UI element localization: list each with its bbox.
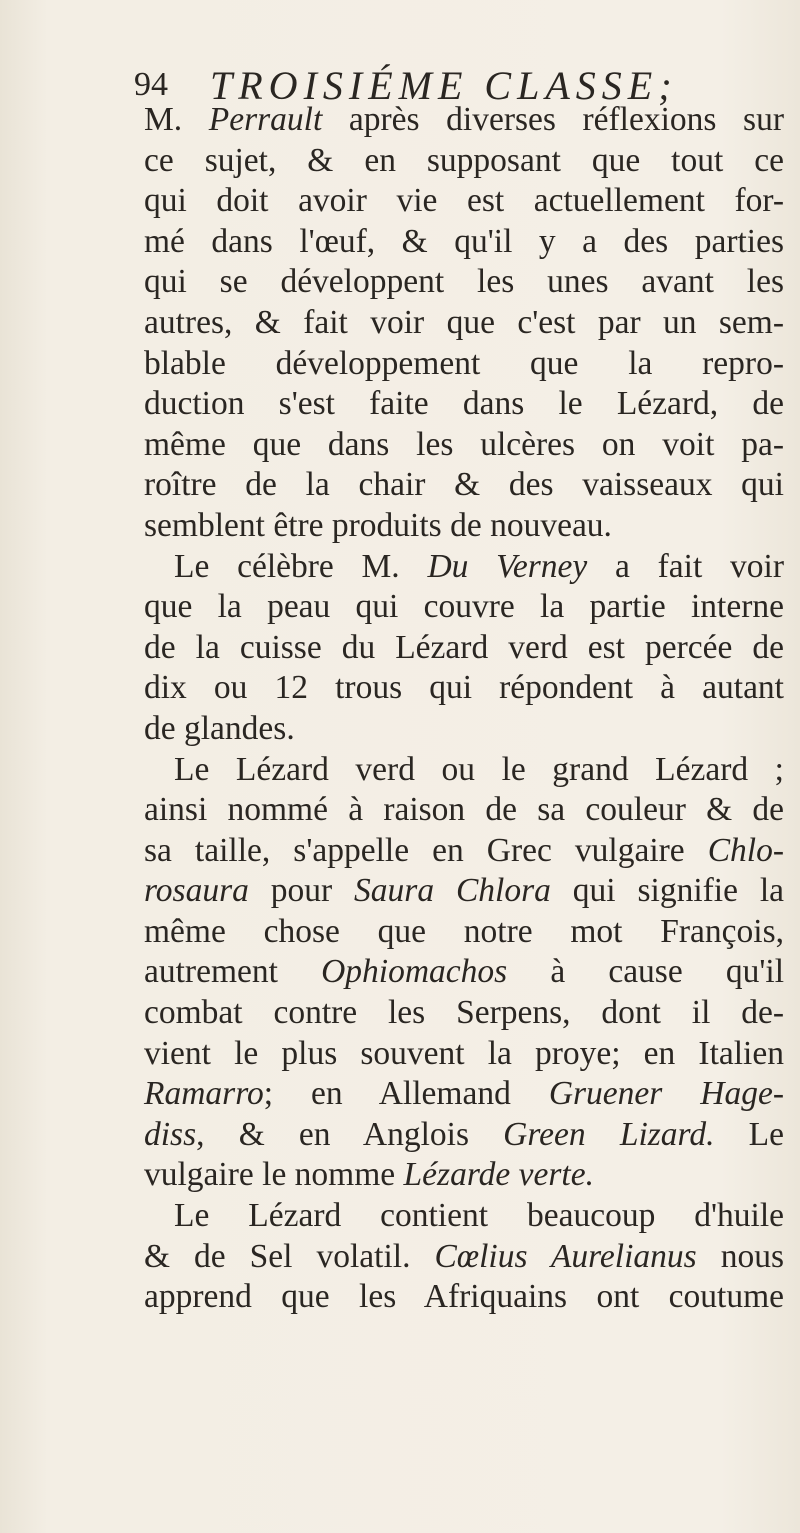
text-segment: même que dans les ulcères on voit pa- <box>144 425 784 463</box>
text-line <box>144 709 784 750</box>
text-segment: combat contre les Serpens, dont il de- <box>144 994 784 1032</box>
text-line <box>144 668 784 709</box>
text-line <box>144 831 784 872</box>
text-segment: Le <box>714 1115 784 1153</box>
text-segment: après diverses réflexions sur <box>322 101 784 138</box>
text-segment: autres, & fait voir que c'est par un sem- <box>144 303 784 341</box>
text-segment: Le Lézard contient beaucoup d'huile <box>174 1197 784 1235</box>
text-segment: apprend que les Afriquains ont coutume <box>144 1278 784 1316</box>
text-line <box>144 587 784 628</box>
text-line <box>144 303 784 344</box>
text-line <box>144 952 784 993</box>
text-line <box>144 506 784 547</box>
text-line <box>144 384 784 425</box>
text-segment: que la peau qui couvre la partie interne <box>144 588 784 626</box>
text-segment: Le Lézard verd ou le grand Lézard ; <box>174 750 784 788</box>
text-line <box>144 1155 784 1196</box>
text-line <box>144 750 784 791</box>
text-segment: & de Sel volatil. <box>144 1237 435 1275</box>
text-line <box>144 993 784 1034</box>
italic-segment: Du Verney <box>427 547 588 585</box>
italic-segment: Ramarro <box>144 1075 264 1113</box>
text-line <box>144 1034 784 1075</box>
text-segment: de glandes. <box>144 709 295 747</box>
text-line <box>144 1196 784 1237</box>
text-line <box>144 344 784 385</box>
text-line <box>144 790 784 831</box>
text-segment: duction s'est faite dans le Lézard, de <box>144 385 784 423</box>
italic-segment: Ophiomachos <box>321 953 508 991</box>
text-segment: , & en Anglois <box>196 1115 504 1153</box>
text-segment: à cause qu'il <box>507 953 784 991</box>
text-line <box>144 465 784 506</box>
page-number: 94 <box>134 66 168 103</box>
text-segment: autrement <box>144 953 322 991</box>
text-segment: dix ou 12 trous qui répondent à autant <box>144 669 784 707</box>
text-segment: ainsi nommé à raison de sa couleur & de <box>144 791 784 829</box>
text-segment: semblent être produits de nouveau. <box>144 506 612 544</box>
text-line <box>144 1237 784 1278</box>
running-title: TROISIÉME CLASSE; <box>210 63 678 108</box>
text-line <box>144 222 784 263</box>
text-segment: roître de la chair & des vaisseaux qui <box>144 466 784 504</box>
text-segment: qui doit avoir vie est actuellement for- <box>144 182 784 220</box>
text-segment: sa taille, s'appelle en Grec vulgaire <box>144 831 708 869</box>
text-segment: nous <box>696 1237 784 1275</box>
text-segment: M. <box>144 101 209 138</box>
text-segment: qui signifie la <box>550 872 785 910</box>
text-segment: de la cuisse du Lézard verd est percée de <box>144 628 784 666</box>
text-segment: même chose que notre mot François, <box>144 912 784 950</box>
text-segment: vulgaire le nomme <box>144 1156 404 1194</box>
text-segment: ; en Allemand <box>263 1075 549 1113</box>
italic-segment: rosaura <box>144 872 249 910</box>
text-segment: pour <box>248 872 355 910</box>
italic-segment: Green Lizard. <box>503 1115 715 1153</box>
text-segment: ce sujet, & en supposant que tout ce <box>144 141 784 179</box>
text-segment: mé dans l'œuf, & qu'il y a des parties <box>144 222 784 260</box>
text-line <box>144 1277 784 1318</box>
text-segment: Le célèbre M. <box>174 547 428 585</box>
text-line <box>144 141 784 182</box>
italic-segment: Lézarde verte. <box>403 1156 594 1194</box>
text-line <box>144 912 784 953</box>
text-line <box>144 425 784 466</box>
text-line <box>144 547 784 588</box>
italic-segment: Gruener Hage- <box>548 1075 784 1113</box>
text-line <box>144 871 784 912</box>
italic-segment: diss <box>144 1115 197 1153</box>
italic-segment: Cœlius Aurelianus <box>434 1237 697 1275</box>
text-line <box>144 262 784 303</box>
body-text <box>144 100 784 1318</box>
text-segment: vient le plus souvent la proye; en Italien <box>144 1034 784 1072</box>
text-segment: a fait voir <box>587 547 784 585</box>
text-line <box>144 1115 784 1156</box>
text-segment: qui se développent les unes avant les <box>144 263 784 301</box>
text-line <box>144 1074 784 1115</box>
italic-segment: Perrault <box>208 101 323 138</box>
italic-segment: Chlo- <box>707 831 784 869</box>
text-line <box>144 628 784 669</box>
text-line <box>144 181 784 222</box>
text-line <box>144 100 784 141</box>
italic-segment: Saura Chlora <box>354 872 551 910</box>
text-segment: blable développement que la repro- <box>144 344 784 382</box>
